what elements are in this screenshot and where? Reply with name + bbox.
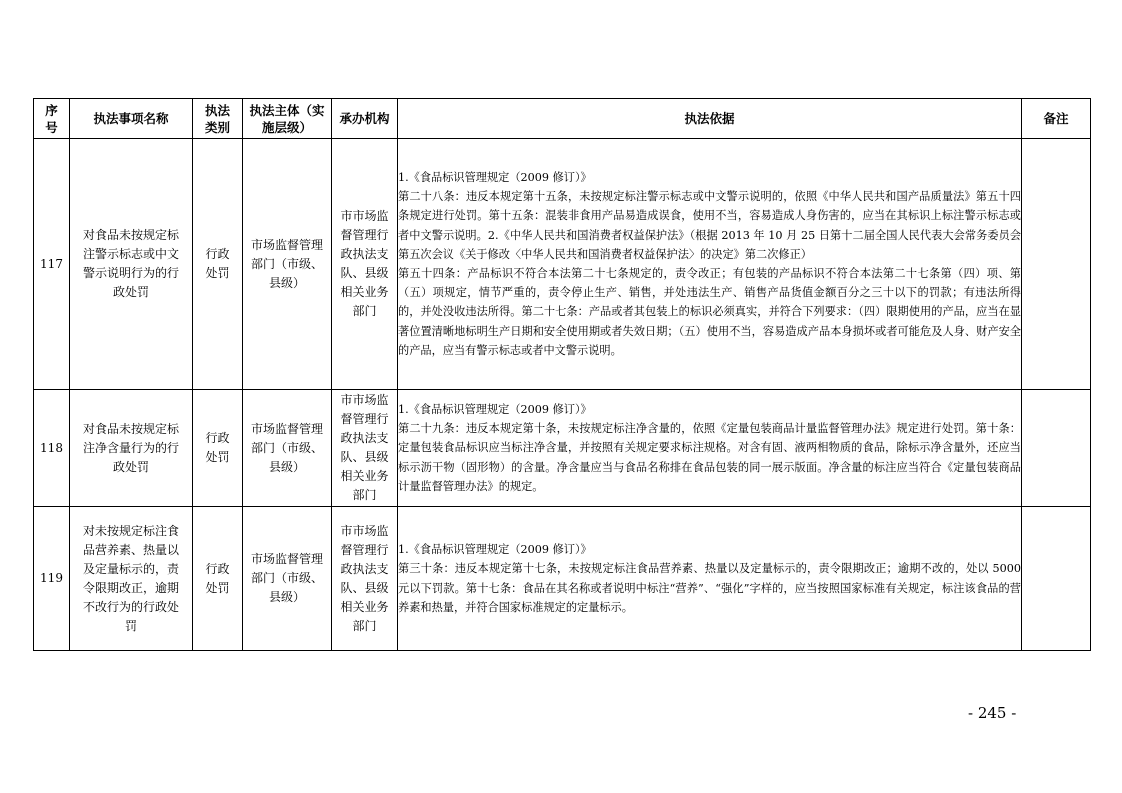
row-name: 对未按规定标注食品营养素、热量以及定量标示的，责令限期改正，逾期不改行为的行政处罚 — [70, 507, 193, 651]
basis-line: 第五十四条：产品标识不符合本法第二十七条规定的，责令改正；有包装的产品标识不符合本法第二十七条第（四）项、第（五）项规定，情节严重的，责令停止生产、销售，并处违法生产、销售产品货值金额百分之三十以下的罚款；有违法所得的，并处没收违法所得。第二十七条：产品或者其包装上的标识必须真实，并符合下列要求：（四）限期使用的产品，应当在显著位置清晰地标明生产日期和安全使用期或者失效日期；（五）使用不当，容易造成产品本身损坏或者可能危及人身、财产安全的产品，应当有警示标志或者中文警示说明。 — [398, 267, 1021, 357]
header-name: 执法事项名称 — [70, 99, 193, 139]
basis-line: 第二十九条：违反本规定第十条，未按规定标注净含量的，依照《定量包装商品计量监督管理办法》规定进行处罚。第十条：定量包装食品标识应当标注净含量，并按照有关规定要求标注规格。对含有固、液两相物质的食品，除标示净含量外，还应当标示沥干物（固形物）的含量。净含量应当与食品名称排在食品包装的同一展示版面。净含量的标注应当符合《定量包装商品计量监督管理办法》的规定。 — [398, 422, 1021, 493]
header-basis: 执法依据 — [398, 99, 1022, 139]
page-number: - 245 - — [968, 704, 1017, 722]
row-name: 对食品未按规定标注净含量行为的行政处罚 — [70, 390, 193, 507]
row-basis — [398, 139, 1022, 390]
header-remark: 备注 — [1022, 99, 1091, 139]
row-remark — [1022, 390, 1091, 507]
table-row — [34, 390, 1091, 507]
row-remark — [1022, 139, 1091, 390]
enforcement-table — [33, 98, 1091, 651]
row-basis — [398, 390, 1022, 507]
basis-line: 第三十条：违反本规定第十七条，未按规定标注食品营养素、热量以及定量标示的，责令限期改正；逾期不改的，处以 5000 元以下罚款。第十七条：食品在其名称或者说明中标注“营养”、“强化”字样的，应当按照国家标准有关规定，标注该食品的营养素和热量，并符合国家标准规定的定量标示。 — [398, 562, 1021, 614]
basis-line: 1.《食品标识管理规定（2009 修订）》 — [398, 402, 592, 416]
header-subject: 执法主体（实施层级） — [243, 99, 332, 139]
basis-line: 1.《食品标识管理规定（2009 修订）》 — [398, 543, 592, 557]
row-type: 行政处罚 — [193, 507, 243, 651]
basis-line: 1.《食品标识管理规定（2009 修订）》 — [398, 170, 592, 184]
row-name: 对食品未按规定标注警示标志或中文警示说明行为的行政处罚 — [70, 139, 193, 390]
row-remark — [1022, 507, 1091, 651]
row-basis — [398, 507, 1022, 651]
row-dept: 市市场监督管理行政执法支队、县级相关业务部门 — [332, 507, 398, 651]
row-seq: 119 — [34, 507, 70, 651]
row-subject: 市场监督管理部门（市级、县级） — [243, 139, 332, 390]
header-type: 执法类别 — [193, 99, 243, 139]
row-type: 行政处罚 — [193, 139, 243, 390]
row-type: 行政处罚 — [193, 390, 243, 507]
header-row — [34, 99, 1091, 139]
row-subject: 市场监督管理部门（市级、县级） — [243, 390, 332, 507]
row-seq: 117 — [34, 139, 70, 390]
basis-line: 第二十八条：违反本规定第十五条，未按规定标注警示标志或中文警示说明的，依照《中华人民共和国产品质量法》第五十四条规定进行处罚。第十五条：混装非食用产品易造成误食，使用不当，容易造成人身伤害的，应当在其标识上标注警示标志或者中文警示说明。2.《中华人民共和国消费者权益保护法》（根据 2013 年 10 月 25 日第十二届全国人民代表大会常务委员会第五次会议《关于修改〈中华人民共和国消费者权益保护法〉的决定》第二次修正） — [398, 190, 1021, 261]
header-seq: 序号 — [34, 99, 70, 139]
row-dept: 市市场监督管理行政执法支队、县级相关业务部门 — [332, 139, 398, 390]
row-seq: 118 — [34, 390, 70, 507]
row-subject: 市场监督管理部门（市级、县级） — [243, 507, 332, 651]
table-row — [34, 507, 1091, 651]
row-dept: 市市场监督管理行政执法支队、县级相关业务部门 — [332, 390, 398, 507]
header-dept: 承办机构 — [332, 99, 398, 139]
table-row — [34, 139, 1091, 390]
